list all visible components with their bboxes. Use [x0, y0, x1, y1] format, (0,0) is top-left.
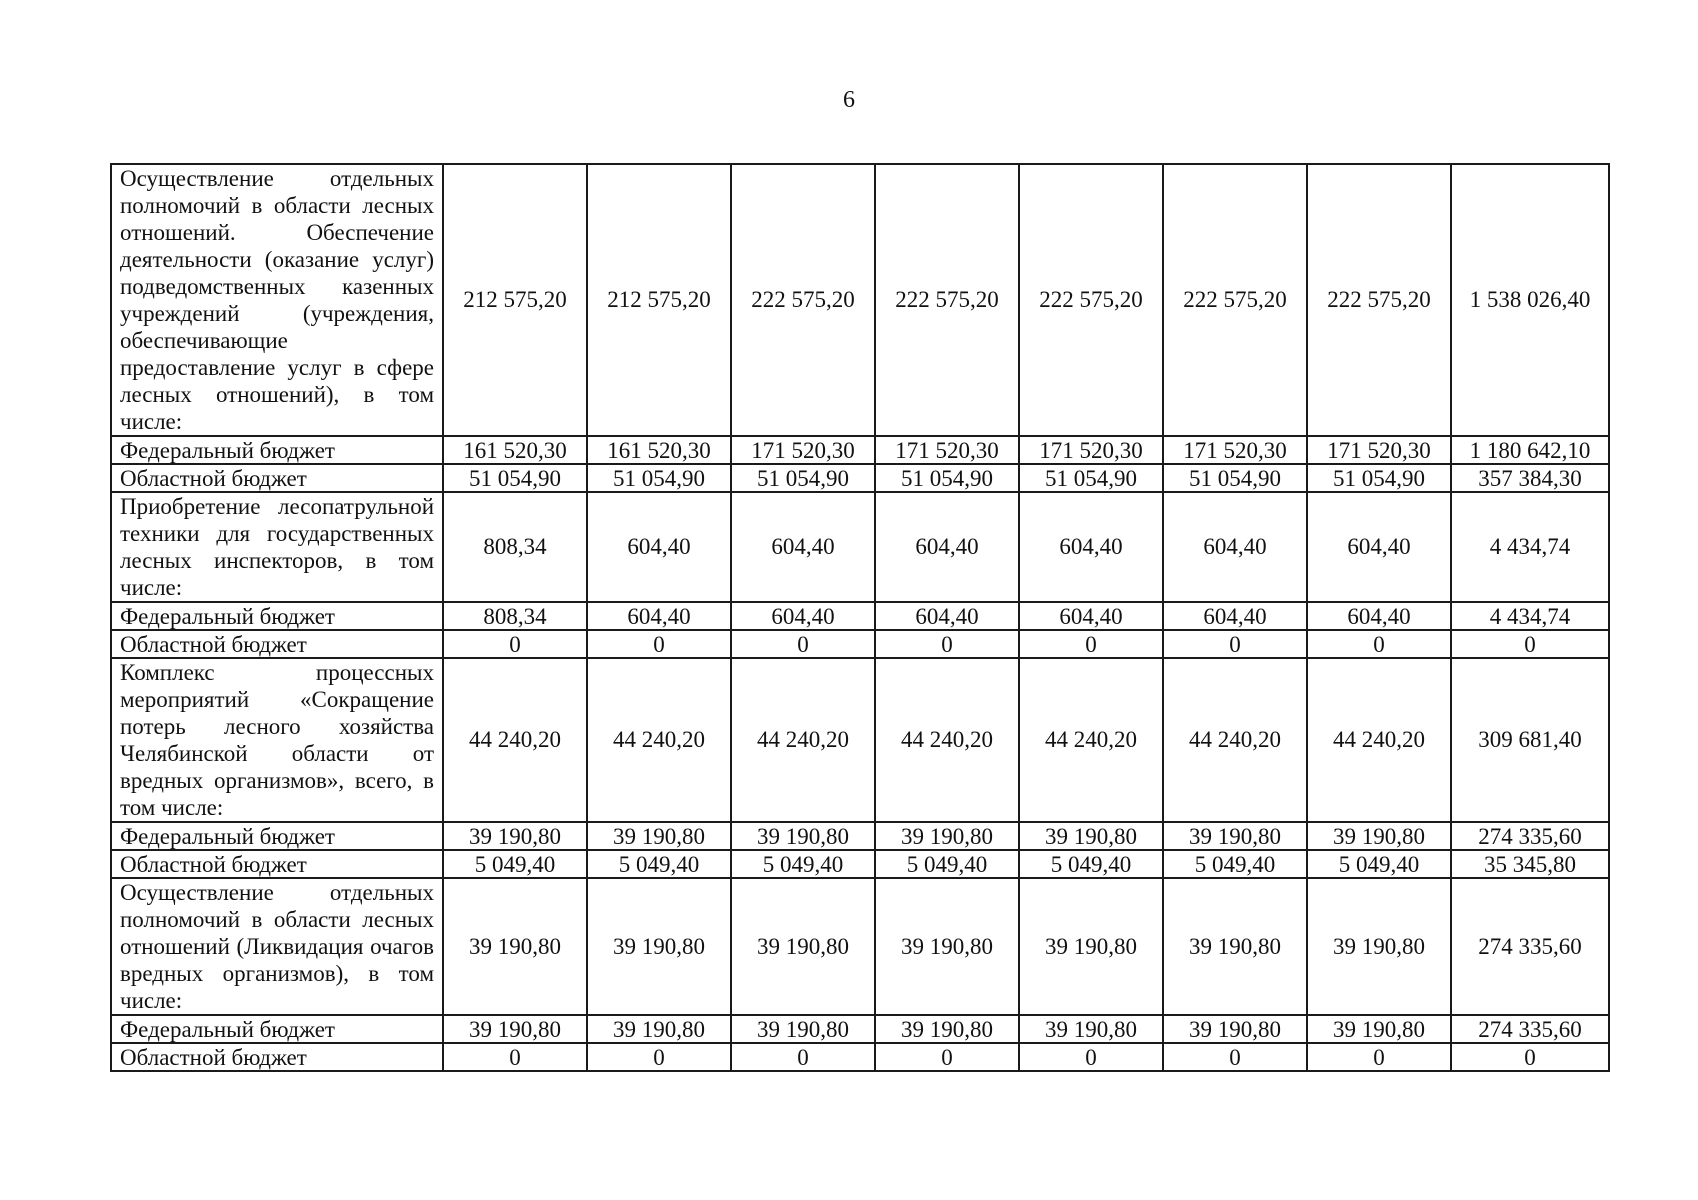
value-cell: 0 — [587, 1043, 731, 1071]
total-cell: 0 — [1451, 630, 1609, 658]
value-cell: 51 054,90 — [1019, 464, 1163, 492]
value-cell: 44 240,20 — [443, 658, 587, 822]
value-cell: 39 190,80 — [1307, 822, 1451, 850]
row-label: Федеральный бюджет — [111, 1015, 443, 1043]
value-cell: 161 520,30 — [443, 436, 587, 464]
row-label: Областной бюджет — [111, 1043, 443, 1071]
value-cell: 44 240,20 — [875, 658, 1019, 822]
value-cell: 0 — [1019, 630, 1163, 658]
value-cell: 5 049,40 — [1019, 850, 1163, 878]
value-cell: 39 190,80 — [587, 822, 731, 850]
value-cell: 0 — [1307, 630, 1451, 658]
value-cell: 39 190,80 — [1163, 878, 1307, 1015]
value-cell: 5 049,40 — [731, 850, 875, 878]
value-cell: 39 190,80 — [875, 878, 1019, 1015]
value-cell: 44 240,20 — [1307, 658, 1451, 822]
value-cell: 39 190,80 — [731, 822, 875, 850]
total-cell: 0 — [1451, 1043, 1609, 1071]
value-cell: 604,40 — [1019, 602, 1163, 630]
table-row — [111, 1015, 1609, 1043]
value-cell: 0 — [1307, 1043, 1451, 1071]
value-cell: 39 190,80 — [1307, 1015, 1451, 1043]
value-cell: 0 — [1163, 630, 1307, 658]
value-cell: 39 190,80 — [1163, 822, 1307, 850]
total-cell: 35 345,80 — [1451, 850, 1609, 878]
value-cell: 222 575,20 — [731, 164, 875, 436]
table-row — [111, 602, 1609, 630]
total-cell: 274 335,60 — [1451, 822, 1609, 850]
value-cell: 51 054,90 — [1163, 464, 1307, 492]
value-cell: 604,40 — [1307, 602, 1451, 630]
value-cell: 808,34 — [443, 602, 587, 630]
row-label: Осуществление отдельных полномочий в области лесных отношений (Ликвидация очагов вредных организмов), в том числе: — [111, 878, 443, 1015]
value-cell: 0 — [443, 1043, 587, 1071]
value-cell: 39 190,80 — [731, 1015, 875, 1043]
value-cell: 5 049,40 — [443, 850, 587, 878]
row-label: Областной бюджет — [111, 464, 443, 492]
value-cell: 39 190,80 — [875, 1015, 1019, 1043]
value-cell: 171 520,30 — [1019, 436, 1163, 464]
value-cell: 0 — [443, 630, 587, 658]
value-cell: 171 520,30 — [1163, 436, 1307, 464]
total-cell: 4 434,74 — [1451, 602, 1609, 630]
value-cell: 51 054,90 — [443, 464, 587, 492]
table-row — [111, 658, 1609, 822]
table-row — [111, 464, 1609, 492]
total-cell: 1 538 026,40 — [1451, 164, 1609, 436]
value-cell: 51 054,90 — [875, 464, 1019, 492]
value-cell: 0 — [587, 630, 731, 658]
value-cell: 5 049,40 — [1307, 850, 1451, 878]
total-cell: 274 335,60 — [1451, 878, 1609, 1015]
value-cell: 44 240,20 — [1163, 658, 1307, 822]
value-cell: 44 240,20 — [731, 658, 875, 822]
value-cell: 39 190,80 — [587, 1015, 731, 1043]
value-cell: 171 520,30 — [875, 436, 1019, 464]
value-cell: 604,40 — [731, 602, 875, 630]
value-cell: 39 190,80 — [587, 878, 731, 1015]
row-label: Осуществление отдельных полномочий в области лесных отношений. Обеспечение деятельности (оказание услуг) подведомственных казенных учреждений (учреждения, обеспечивающие предоставление услуг в сфере лесных отношений), в том числе: — [111, 164, 443, 436]
table-row — [111, 850, 1609, 878]
total-cell: 309 681,40 — [1451, 658, 1609, 822]
value-cell: 604,40 — [1307, 492, 1451, 602]
value-cell: 39 190,80 — [443, 822, 587, 850]
value-cell: 0 — [1019, 1043, 1163, 1071]
value-cell: 5 049,40 — [875, 850, 1019, 878]
value-cell: 161 520,30 — [587, 436, 731, 464]
total-cell: 4 434,74 — [1451, 492, 1609, 602]
table-row — [111, 1043, 1609, 1071]
value-cell: 39 190,80 — [1307, 878, 1451, 1015]
value-cell: 39 190,80 — [731, 878, 875, 1015]
value-cell: 39 190,80 — [1019, 878, 1163, 1015]
row-label: Комплекс процессных мероприятий «Сокращение потерь лесного хозяйства Челябинской области от вредных организмов», всего, в том числе: — [111, 658, 443, 822]
value-cell: 222 575,20 — [875, 164, 1019, 436]
value-cell: 44 240,20 — [587, 658, 731, 822]
value-cell: 222 575,20 — [1163, 164, 1307, 436]
value-cell: 51 054,90 — [1307, 464, 1451, 492]
value-cell: 171 520,30 — [731, 436, 875, 464]
value-cell: 51 054,90 — [587, 464, 731, 492]
row-label: Областной бюджет — [111, 850, 443, 878]
table-row — [111, 492, 1609, 602]
value-cell: 212 575,20 — [587, 164, 731, 436]
row-label: Федеральный бюджет — [111, 822, 443, 850]
value-cell: 604,40 — [1019, 492, 1163, 602]
table-row — [111, 822, 1609, 850]
value-cell: 0 — [1163, 1043, 1307, 1071]
value-cell: 604,40 — [875, 492, 1019, 602]
value-cell: 51 054,90 — [731, 464, 875, 492]
value-cell: 604,40 — [731, 492, 875, 602]
value-cell: 0 — [731, 630, 875, 658]
total-cell: 357 384,30 — [1451, 464, 1609, 492]
table-row — [111, 630, 1609, 658]
table-row — [111, 436, 1609, 464]
table-row — [111, 164, 1609, 436]
value-cell: 39 190,80 — [1019, 1015, 1163, 1043]
value-cell: 39 190,80 — [1163, 1015, 1307, 1043]
total-cell: 274 335,60 — [1451, 1015, 1609, 1043]
value-cell: 171 520,30 — [1307, 436, 1451, 464]
row-label: Федеральный бюджет — [111, 436, 443, 464]
value-cell: 39 190,80 — [443, 878, 587, 1015]
value-cell: 0 — [875, 1043, 1019, 1071]
row-label: Областной бюджет — [111, 630, 443, 658]
page-number: 6 — [843, 87, 855, 113]
value-cell: 604,40 — [587, 492, 731, 602]
value-cell: 39 190,80 — [443, 1015, 587, 1043]
value-cell: 222 575,20 — [1307, 164, 1451, 436]
row-label: Приобретение лесопатрульной техники для государственных лесных инспекторов, в том числе: — [111, 492, 443, 602]
value-cell: 212 575,20 — [443, 164, 587, 436]
value-cell: 0 — [875, 630, 1019, 658]
value-cell: 604,40 — [1163, 602, 1307, 630]
value-cell: 39 190,80 — [1019, 822, 1163, 850]
total-cell: 1 180 642,10 — [1451, 436, 1609, 464]
budget-table-body — [111, 164, 1609, 1071]
value-cell: 5 049,40 — [587, 850, 731, 878]
value-cell: 0 — [731, 1043, 875, 1071]
value-cell: 222 575,20 — [1019, 164, 1163, 436]
value-cell: 604,40 — [587, 602, 731, 630]
row-label: Федеральный бюджет — [111, 602, 443, 630]
value-cell: 5 049,40 — [1163, 850, 1307, 878]
value-cell: 44 240,20 — [1019, 658, 1163, 822]
value-cell: 604,40 — [1163, 492, 1307, 602]
budget-table — [110, 163, 1610, 1072]
value-cell: 604,40 — [875, 602, 1019, 630]
value-cell: 808,34 — [443, 492, 587, 602]
table-row — [111, 878, 1609, 1015]
value-cell: 39 190,80 — [875, 822, 1019, 850]
